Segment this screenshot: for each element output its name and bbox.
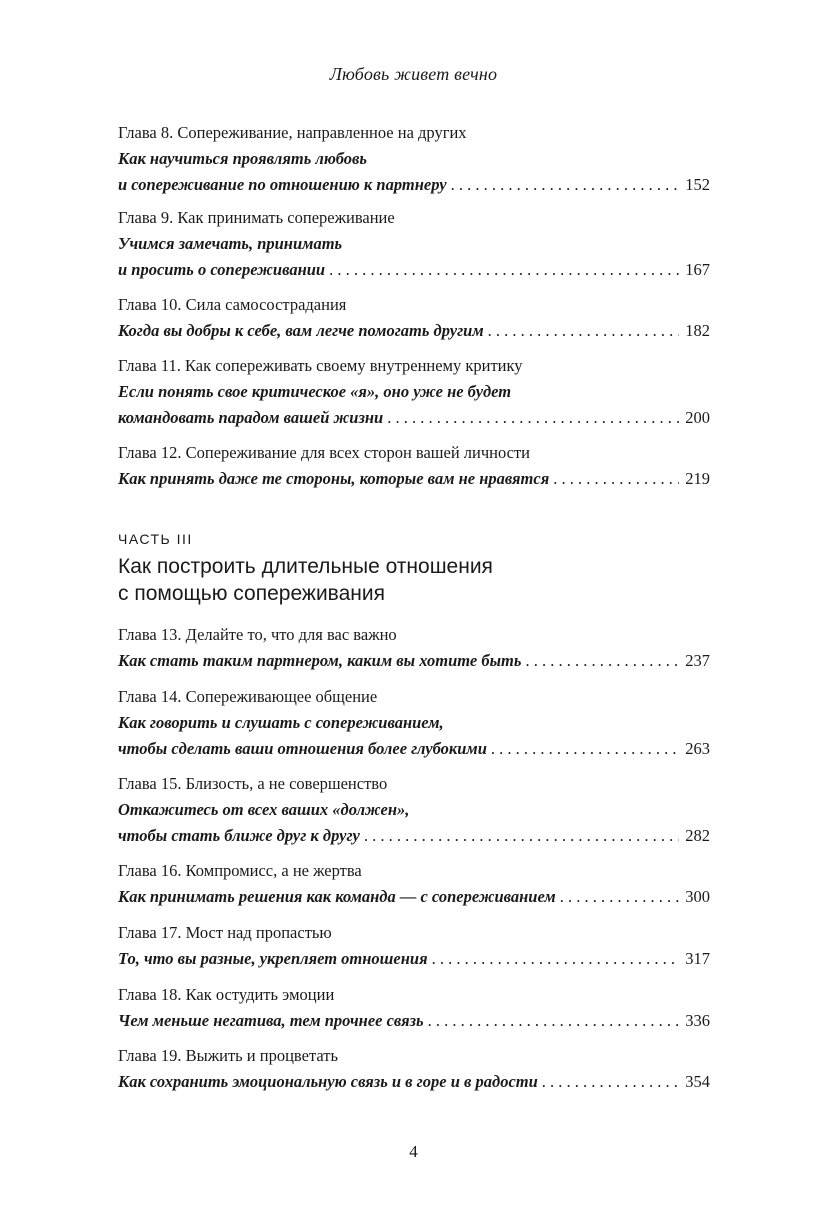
toc-entry-ch11[interactable] bbox=[118, 353, 710, 431]
chapter-subtitle-end: Когда вы добры к себе, вам легче помогать другим bbox=[118, 321, 484, 340]
chapter-leader-line bbox=[118, 823, 710, 849]
chapter-leader-line bbox=[118, 257, 710, 283]
page-number: 219 bbox=[685, 469, 710, 488]
chapter-title: Глава 17. Мост над пропастью bbox=[118, 923, 332, 942]
toc-entry-ch15[interactable] bbox=[118, 771, 710, 849]
chapter-subtitle-end: командовать парадом вашей жизни bbox=[118, 408, 384, 427]
chapter-leader-line bbox=[118, 648, 710, 674]
chapter-subtitle-end: Как сохранить эмоциональную связь и в горе и в радости bbox=[118, 1072, 538, 1091]
page-number: 237 bbox=[685, 651, 710, 670]
page-number: 282 bbox=[685, 826, 710, 845]
chapter-subtitle: Откажитесь от всех ваших «должен», bbox=[118, 800, 410, 819]
chapter-leader-line bbox=[118, 466, 710, 492]
chapter-leader-line bbox=[118, 884, 710, 910]
page-folio: 4 bbox=[409, 1142, 418, 1161]
chapter-title: Глава 10. Сила самосострадания bbox=[118, 295, 347, 314]
chapter-title: Глава 12. Сопереживание для всех сторон вашей личности bbox=[118, 443, 531, 462]
part-label: ЧАСТЬ III bbox=[118, 531, 193, 547]
chapter-subtitle: Как говорить и слушать с сопереживанием, bbox=[118, 713, 444, 732]
chapter-title: Глава 19. Выжить и процветать bbox=[118, 1046, 338, 1065]
running-head: Любовь живет вечно bbox=[329, 64, 498, 84]
chapter-leader-line bbox=[118, 946, 710, 972]
dot-leader bbox=[383, 405, 679, 431]
chapter-title: Глава 9. Как принимать сопереживание bbox=[118, 208, 395, 227]
chapter-title: Глава 15. Близость, а не совершенство bbox=[118, 774, 388, 793]
dot-leader bbox=[549, 466, 679, 492]
chapter-leader-line bbox=[118, 405, 710, 431]
dot-leader bbox=[538, 1069, 679, 1095]
dot-leader bbox=[424, 1008, 680, 1034]
chapter-leader-line bbox=[118, 172, 710, 198]
page-number: 354 bbox=[685, 1072, 710, 1091]
chapter-title: Глава 8. Сопереживание, направленное на других bbox=[118, 123, 467, 142]
toc-entry-ch13[interactable] bbox=[118, 622, 710, 674]
toc-entry-ch10[interactable] bbox=[118, 292, 710, 344]
dot-leader bbox=[556, 884, 680, 910]
part-title-line: с помощью сопереживания bbox=[118, 582, 385, 605]
chapter-title: Глава 11. Как сопереживать своему внутреннему критику bbox=[118, 356, 523, 375]
toc-entry-ch19[interactable] bbox=[118, 1043, 710, 1095]
chapter-subtitle-end: Чем меньше негатива, тем прочнее связь bbox=[118, 1011, 424, 1030]
page-number: 263 bbox=[685, 739, 710, 758]
page-number: 152 bbox=[685, 175, 710, 194]
chapter-leader-line bbox=[118, 736, 710, 762]
chapter-subtitle-end: чтобы сделать ваши отношения более глубокими bbox=[118, 739, 487, 758]
dot-leader bbox=[521, 648, 679, 674]
chapter-subtitle: Если понять свое критическое «я», оно уже не будет bbox=[118, 382, 512, 401]
chapter-title: Глава 18. Как остудить эмоции bbox=[118, 985, 335, 1004]
chapter-leader-line bbox=[118, 1008, 710, 1034]
dot-leader bbox=[447, 172, 680, 198]
chapter-title: Глава 13. Делайте то, что для вас важно bbox=[118, 625, 397, 644]
dot-leader bbox=[360, 823, 679, 849]
chapter-title: Глава 14. Сопереживающее общение bbox=[118, 687, 378, 706]
page-number: 182 bbox=[685, 321, 710, 340]
part-title bbox=[118, 553, 718, 607]
chapter-subtitle: Учимся замечать, принимать bbox=[118, 234, 343, 253]
dot-leader bbox=[428, 946, 680, 972]
toc-entry-ch17[interactable] bbox=[118, 920, 710, 972]
toc-entry-ch12[interactable] bbox=[118, 440, 710, 492]
page-number: 317 bbox=[685, 949, 710, 968]
chapter-subtitle-end: То, что вы разные, укрепляет отношения bbox=[118, 949, 428, 968]
page-number: 200 bbox=[685, 408, 710, 427]
toc-entry-ch18[interactable] bbox=[118, 982, 710, 1034]
chapter-subtitle-end: Как принять даже те стороны, которые вам не нравятся bbox=[118, 469, 550, 488]
toc-entry-ch16[interactable] bbox=[118, 858, 710, 910]
chapter-title: Глава 16. Компромисс, а не жертва bbox=[118, 861, 362, 880]
dot-leader bbox=[325, 257, 679, 283]
chapter-subtitle-end: и сопереживание по отношению к партнеру bbox=[118, 175, 447, 194]
page-number: 300 bbox=[685, 887, 710, 906]
chapter-subtitle: Как научиться проявлять любовь bbox=[118, 149, 367, 168]
chapter-subtitle-end: и просить о сопереживании bbox=[118, 260, 326, 279]
page-number: 167 bbox=[685, 260, 710, 279]
chapter-leader-line bbox=[118, 318, 710, 344]
page-number: 336 bbox=[685, 1011, 710, 1030]
chapter-subtitle-end: Как принимать решения как команда — с сопереживанием bbox=[118, 887, 556, 906]
toc-entry-ch8[interactable] bbox=[118, 120, 710, 198]
part-title-line: Как построить длительные отношения bbox=[118, 555, 493, 578]
chapter-subtitle-end: чтобы стать ближе друг к другу bbox=[118, 826, 360, 845]
chapter-leader-line bbox=[118, 1069, 710, 1095]
dot-leader bbox=[487, 736, 679, 762]
toc-entry-ch14[interactable] bbox=[118, 684, 710, 762]
dot-leader bbox=[484, 318, 680, 344]
toc-entry-ch9[interactable] bbox=[118, 205, 710, 283]
chapter-subtitle-end: Как стать таким партнером, каким вы хотите быть bbox=[118, 651, 522, 670]
